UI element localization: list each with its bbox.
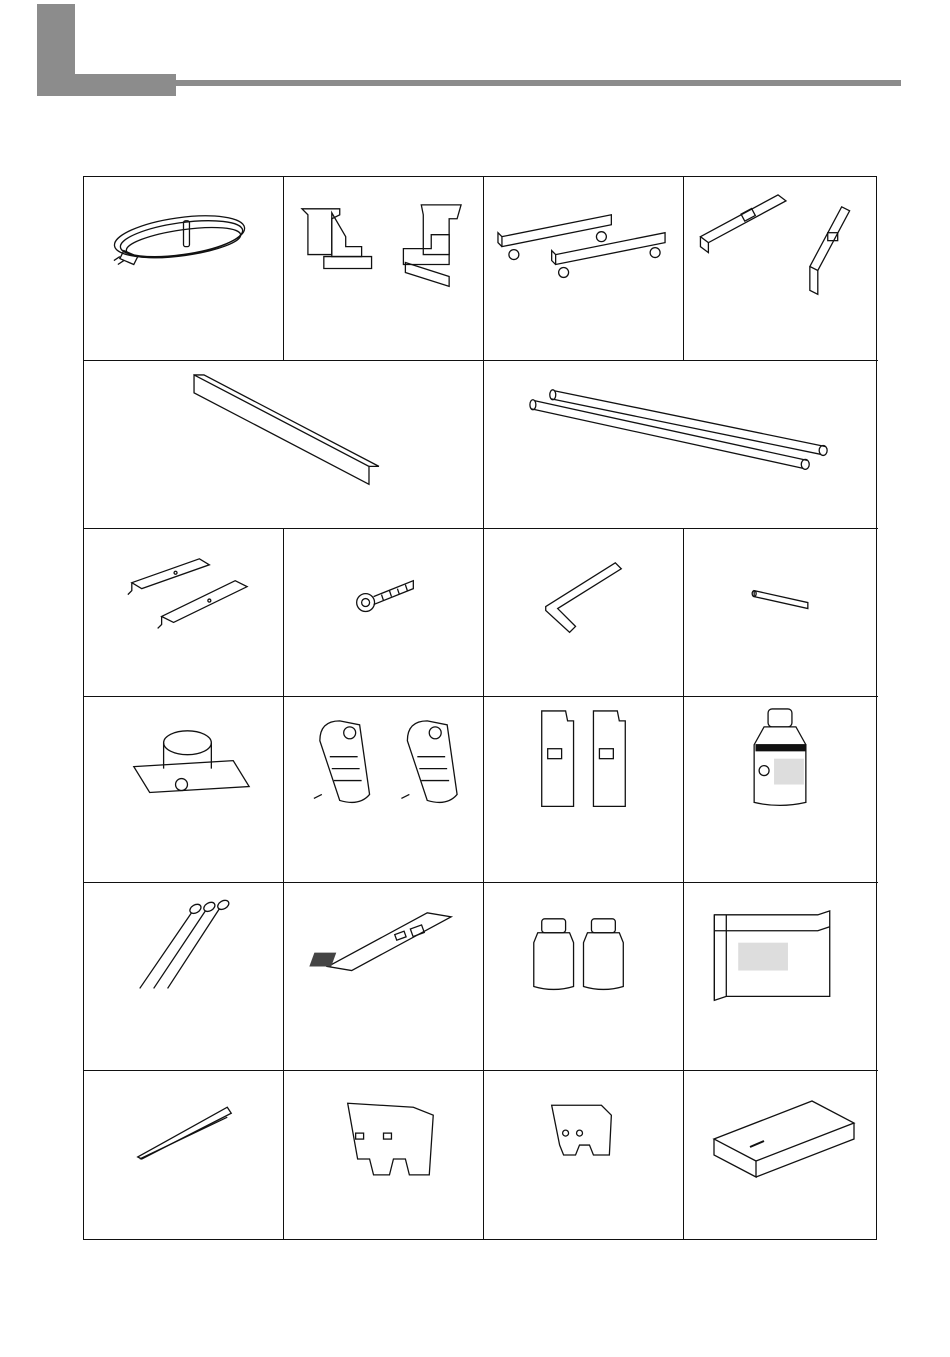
cell-stay-bar [84, 361, 484, 529]
cell-circuit-card [284, 883, 484, 1071]
cell-manual-box [684, 1071, 878, 1239]
cleaning-sticks-icon [84, 883, 283, 1070]
chapter-tab-base [37, 74, 176, 96]
cell-blade-small [484, 1071, 684, 1239]
hex-wrench-icon [484, 529, 683, 696]
stay-bar-icon [84, 361, 483, 528]
manual-box-icon [684, 1071, 878, 1239]
ink-cartridge-pair-icon [484, 883, 683, 1070]
cell-stand-legs [484, 177, 684, 361]
pin-icon [684, 529, 878, 696]
cell-media-clamp [84, 697, 284, 883]
power-cord-icon [84, 177, 283, 360]
media-clamp-icon [84, 697, 283, 882]
tweezers-icon [84, 1071, 283, 1239]
cell-plate-fitting [84, 529, 284, 697]
cell-hex-wrench [484, 529, 684, 697]
cell-cleaning-sticks [84, 883, 284, 1071]
header-rule [176, 80, 901, 86]
replacement-blade-large-icon [284, 1071, 483, 1239]
cell-stand-bracket [284, 177, 484, 361]
cell-media-holder [284, 697, 484, 883]
cell-media-flange [484, 697, 684, 883]
stand-bracket-icon [284, 177, 483, 360]
cell-bolt [284, 529, 484, 697]
stand-upright-icon [684, 177, 878, 360]
cell-pin [684, 529, 878, 697]
cell-power-cord [84, 177, 284, 361]
accessories-grid [83, 176, 877, 1240]
cleaning-liquid-bottle-icon [684, 697, 878, 882]
cell-tweezers [84, 1071, 284, 1239]
cell-stand-upright [684, 177, 878, 361]
media-shaft-pipe-icon [484, 361, 878, 528]
stand-leg-caster-icon [484, 177, 683, 360]
cell-media-shaft [484, 361, 878, 529]
drain-bottle-box-icon [684, 883, 878, 1070]
replacement-blade-small-icon [484, 1071, 683, 1239]
media-flange-icon [484, 697, 683, 882]
cell-drain-box [684, 883, 878, 1071]
cell-cleaning-liquid [684, 697, 878, 883]
media-holder-icon [284, 697, 483, 882]
cell-blade-large [284, 1071, 484, 1239]
bolt-icon [284, 529, 483, 696]
circuit-card-icon [284, 883, 483, 1070]
plate-fitting-icon [84, 529, 283, 696]
cell-ink-cartridge [484, 883, 684, 1071]
